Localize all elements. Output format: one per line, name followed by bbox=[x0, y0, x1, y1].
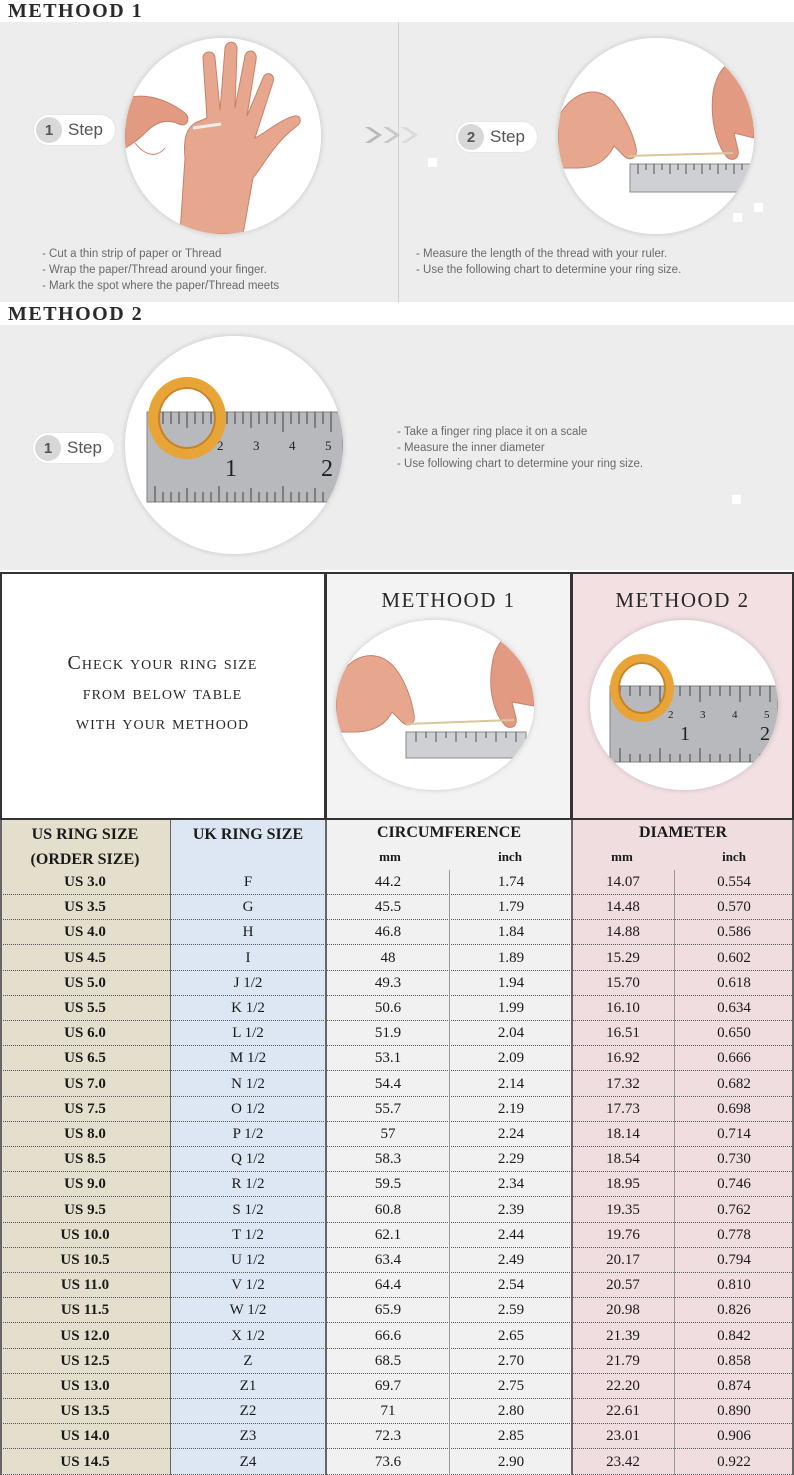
diameter-inch-cell: 0.826 bbox=[717, 1302, 751, 1319]
circumference-inch-header: inch bbox=[498, 849, 522, 864]
uk-size-cell: O 1/2 bbox=[231, 1100, 265, 1117]
uk-size-cell: Z bbox=[243, 1352, 253, 1369]
instruction-item: - Mark the spot where the paper/Thread meets bbox=[42, 278, 279, 294]
diameter-inch-cell: 0.810 bbox=[717, 1277, 751, 1294]
uk-size-cell: S 1/2 bbox=[232, 1201, 264, 1218]
uk-size-cell: Q 1/2 bbox=[231, 1151, 265, 1168]
diameter-mm-cell: 17.32 bbox=[606, 1075, 640, 1092]
method2-step1-badge bbox=[33, 433, 114, 463]
ruler-bottom-mark: 2 bbox=[321, 456, 333, 482]
diameter-mm-cell: 16.10 bbox=[606, 1000, 640, 1016]
table-divider bbox=[674, 870, 675, 1475]
method1-title: METHOOD 1 bbox=[8, 0, 144, 22]
diameter-inch-cell: 0.618 bbox=[717, 974, 751, 991]
diameter-inch-cell: 0.906 bbox=[717, 1428, 751, 1445]
method2-ring-ruler-illustration bbox=[125, 336, 343, 554]
chevron-right-arrows-icon bbox=[363, 123, 429, 147]
circumference-mm-cell: 44.2 bbox=[374, 874, 402, 890]
instruction-item: - Measure the inner diameter bbox=[397, 440, 643, 456]
diameter-inch-cell: 0.650 bbox=[717, 1025, 751, 1042]
step-label: Step bbox=[67, 438, 102, 457]
us-size-cell: US 4.0 bbox=[64, 924, 106, 941]
diameter-mm-cell: 14.07 bbox=[606, 874, 640, 890]
diameter-inch-cell: 0.922 bbox=[717, 1453, 751, 1470]
ruler-top-mark: 2 bbox=[217, 438, 224, 453]
us-size-cell: US 13.5 bbox=[60, 1403, 110, 1420]
circumference-inch-cell: 2.39 bbox=[497, 1201, 525, 1218]
diameter-inch-cell: 0.714 bbox=[717, 1126, 751, 1142]
circumference-header: CIRCUMFERENCE bbox=[377, 824, 521, 841]
diameter-inch-cell: 0.778 bbox=[717, 1226, 751, 1243]
diameter-mm-cell: 23.42 bbox=[606, 1453, 640, 1470]
circumference-inch-cell: 2.29 bbox=[497, 1151, 525, 1168]
uk-size-cell: Z4 bbox=[239, 1453, 257, 1470]
circumference-mm-cell: 55.7 bbox=[374, 1100, 402, 1117]
diameter-inch-cell: 0.698 bbox=[717, 1100, 751, 1117]
circumference-mm-cell: 60.8 bbox=[374, 1201, 402, 1218]
us-size-cell: US 9.0 bbox=[64, 1176, 106, 1193]
step-label: Step bbox=[68, 120, 103, 139]
hands-ruler-thread-icon bbox=[336, 620, 534, 790]
uk-size-cell: Z3 bbox=[239, 1428, 257, 1445]
circumference-mm-cell: 65.9 bbox=[374, 1302, 402, 1319]
diameter-mm-cell: 16.51 bbox=[606, 1025, 640, 1042]
circumference-mm-cell: 45.5 bbox=[374, 899, 402, 916]
circumference-mm-cell: 54.4 bbox=[374, 1075, 402, 1092]
uk-size-cell: I bbox=[245, 949, 251, 966]
hand-wrap-thread-icon bbox=[125, 38, 321, 234]
step-number: 2 bbox=[458, 124, 484, 150]
ruler-top-mark: 4 bbox=[289, 438, 296, 453]
us-size-cell: US 3.0 bbox=[64, 874, 106, 890]
diameter-mm-cell: 20.98 bbox=[606, 1302, 640, 1319]
diameter-inch-cell: 0.570 bbox=[717, 899, 751, 916]
instruction-item: - Use the following chart to determine your ring size. bbox=[416, 262, 681, 278]
step-number: 1 bbox=[36, 117, 62, 143]
table-divider bbox=[325, 820, 327, 1475]
table-method2-illustration bbox=[590, 620, 778, 790]
table-method1-title: METHOOD 1 bbox=[381, 588, 516, 612]
circumference-mm-cell: 73.6 bbox=[374, 1453, 402, 1470]
us-size-cell: US 14.0 bbox=[60, 1428, 110, 1445]
us-size-cell: US 6.0 bbox=[64, 1025, 106, 1042]
circumference-inch-cell: 2.49 bbox=[497, 1252, 525, 1268]
diameter-mm-cell: 14.48 bbox=[606, 899, 640, 916]
uk-size-cell: V 1/2 bbox=[231, 1277, 265, 1294]
diameter-inch-cell: 0.554 bbox=[717, 874, 751, 890]
circumference-mm-cell: 66.6 bbox=[374, 1327, 402, 1344]
diameter-inch-cell: 0.586 bbox=[717, 924, 751, 941]
diameter-mm-cell: 15.70 bbox=[606, 974, 640, 991]
table-method2-title: METHOOD 2 bbox=[615, 588, 750, 612]
circumference-inch-cell: 2.75 bbox=[497, 1378, 525, 1394]
uk-size-cell: Z1 bbox=[239, 1378, 257, 1394]
diameter-mm-cell: 20.57 bbox=[606, 1277, 640, 1294]
uk-size-cell: W 1/2 bbox=[229, 1302, 267, 1319]
circumference-inch-cell: 2.34 bbox=[497, 1176, 525, 1193]
step-label: Step bbox=[490, 127, 525, 146]
method1-left-instructions bbox=[42, 246, 279, 294]
diameter-mm-cell: 15.29 bbox=[606, 949, 640, 966]
us-size-cell: US 10.5 bbox=[60, 1252, 110, 1268]
diameter-mm-cell: 14.88 bbox=[606, 924, 640, 941]
circumference-mm-cell: 72.3 bbox=[374, 1428, 402, 1445]
us-size-cell: US 9.5 bbox=[64, 1201, 106, 1218]
instruction-item: - Take a finger ring place it on a scale bbox=[397, 424, 643, 440]
method1-right-instructions bbox=[416, 246, 681, 278]
circumference-mm-cell: 68.5 bbox=[374, 1352, 402, 1369]
diameter-mm-cell: 19.76 bbox=[606, 1226, 640, 1243]
circumference-inch-cell: 1.74 bbox=[497, 874, 525, 890]
method1-hand-illustration bbox=[125, 38, 321, 234]
uk-size-cell: P 1/2 bbox=[232, 1126, 264, 1142]
us-size-cell: US 7.5 bbox=[64, 1100, 106, 1117]
circumference-inch-cell: 1.79 bbox=[497, 899, 525, 916]
us-size-cell: US 10.0 bbox=[60, 1226, 110, 1243]
uk-size-cell: Z2 bbox=[239, 1403, 257, 1420]
ruler-bottom-mark: 2 bbox=[760, 723, 770, 745]
circumference-mm-cell: 48 bbox=[380, 949, 396, 966]
decorative-square bbox=[754, 203, 763, 212]
circumference-mm-cell: 46.8 bbox=[374, 924, 402, 941]
circumference-inch-cell: 2.85 bbox=[497, 1428, 525, 1445]
circumference-inch-cell: 1.84 bbox=[497, 924, 525, 941]
diameter-inch-cell: 0.602 bbox=[717, 949, 751, 966]
method1-divider bbox=[398, 22, 399, 302]
diameter-mm-cell: 21.79 bbox=[606, 1352, 640, 1369]
ring-on-ruler-icon bbox=[125, 336, 343, 554]
circumference-inch-cell: 2.80 bbox=[497, 1403, 525, 1420]
diameter-mm-cell: 18.54 bbox=[606, 1151, 640, 1168]
circumference-mm-header: mm bbox=[379, 849, 401, 864]
diameter-inch-cell: 0.666 bbox=[717, 1050, 751, 1067]
uk-size-cell: T 1/2 bbox=[232, 1226, 264, 1243]
table-divider bbox=[170, 820, 171, 1475]
ruler-top-mark: 5 bbox=[325, 438, 332, 453]
uk-size-cell: N 1/2 bbox=[231, 1075, 265, 1092]
circumference-mm-cell: 64.4 bbox=[374, 1277, 402, 1294]
circumference-inch-cell: 2.19 bbox=[497, 1100, 525, 1117]
us-size-cell: US 12.0 bbox=[60, 1327, 110, 1344]
uk-size-cell: K 1/2 bbox=[231, 1000, 265, 1016]
us-size-cell: US 13.0 bbox=[60, 1378, 110, 1394]
us-size-header bbox=[0, 822, 170, 872]
circumference-inch-cell: 2.65 bbox=[497, 1327, 525, 1344]
method2-instructions bbox=[397, 424, 643, 472]
diameter-inch-cell: 0.874 bbox=[717, 1378, 751, 1394]
diameter-inch-cell: 0.746 bbox=[717, 1176, 751, 1193]
check-size-line: Check your ring size bbox=[67, 652, 258, 674]
ruler-top-mark: 2 bbox=[668, 709, 674, 721]
us-size-cell: US 8.0 bbox=[64, 1126, 106, 1142]
circumference-inch-cell: 2.44 bbox=[497, 1226, 525, 1243]
diameter-mm-cell: 20.17 bbox=[606, 1252, 640, 1268]
circumference-inch-cell: 1.94 bbox=[497, 974, 525, 991]
instruction-item: - Measure the length of the thread with your ruler. bbox=[416, 246, 681, 262]
diameter-mm-cell: 19.35 bbox=[606, 1201, 640, 1218]
diameter-inch-cell: 0.794 bbox=[717, 1252, 751, 1268]
check-size-line: with your methood bbox=[75, 712, 250, 734]
circumference-inch-cell: 2.59 bbox=[497, 1302, 525, 1319]
circumference-inch-cell: 1.89 bbox=[497, 949, 525, 966]
diameter-inch-cell: 0.858 bbox=[717, 1352, 751, 1369]
diameter-inch-header: inch bbox=[722, 849, 746, 864]
uk-size-cell: G bbox=[242, 899, 254, 916]
us-size-cell: US 11.0 bbox=[60, 1277, 110, 1294]
uk-size-cell: F bbox=[243, 874, 253, 890]
us-size-cell: US 6.5 bbox=[64, 1050, 106, 1067]
circumference-inch-cell: 2.90 bbox=[497, 1453, 525, 1470]
uk-size-cell: M 1/2 bbox=[229, 1050, 267, 1067]
diameter-mm-cell: 23.01 bbox=[606, 1428, 640, 1445]
us-size-cell: US 12.5 bbox=[60, 1352, 110, 1369]
circumference-mm-cell: 63.4 bbox=[374, 1252, 402, 1268]
circumference-mm-cell: 59.5 bbox=[374, 1176, 402, 1193]
ruler-top-mark: 4 bbox=[732, 709, 738, 721]
uk-size-cell: L 1/2 bbox=[232, 1025, 264, 1042]
diameter-mm-cell: 18.14 bbox=[606, 1126, 640, 1142]
diameter-inch-cell: 0.634 bbox=[717, 1000, 751, 1016]
uk-size-header: UK RING SIZE bbox=[192, 826, 304, 843]
circumference-inch-cell: 2.04 bbox=[497, 1025, 525, 1042]
diameter-inch-cell: 0.730 bbox=[717, 1151, 751, 1168]
circumference-mm-cell: 62.1 bbox=[374, 1226, 402, 1243]
diameter-mm-cell: 22.20 bbox=[606, 1378, 640, 1394]
us-size-cell: US 11.5 bbox=[60, 1302, 110, 1319]
us-size-cell: US 14.5 bbox=[60, 1453, 110, 1470]
uk-size-cell: R 1/2 bbox=[231, 1176, 265, 1193]
us-size-cell: US 7.0 bbox=[64, 1075, 106, 1092]
table-divider bbox=[0, 820, 2, 1475]
diameter-mm-cell: 17.73 bbox=[606, 1100, 640, 1117]
table-method1-illustration bbox=[336, 620, 534, 790]
circumference-mm-cell: 50.6 bbox=[374, 1000, 402, 1016]
diameter-mm-cell: 22.61 bbox=[606, 1403, 640, 1420]
uk-size-cell: U 1/2 bbox=[231, 1252, 265, 1268]
ruler-top-mark: 5 bbox=[764, 709, 770, 721]
diameter-mm-cell: 16.92 bbox=[606, 1050, 640, 1067]
method1-ruler-illustration bbox=[558, 38, 754, 234]
circumference-mm-cell: 51.9 bbox=[374, 1025, 402, 1042]
diameter-mm-cell: 21.39 bbox=[606, 1327, 640, 1344]
diameter-mm-header: mm bbox=[611, 849, 633, 864]
ruler-bottom-mark: 1 bbox=[225, 456, 237, 482]
uk-size-cell: J 1/2 bbox=[233, 974, 263, 991]
check-size-heading bbox=[10, 648, 315, 738]
us-size-header-line: (ORDER SIZE) bbox=[30, 851, 140, 868]
check-size-line: from below table bbox=[82, 682, 243, 704]
ruler-bottom-mark: 1 bbox=[680, 723, 690, 745]
step-number: 1 bbox=[35, 435, 61, 461]
ring-on-ruler-icon bbox=[590, 620, 778, 790]
ruler-top-mark: 3 bbox=[253, 438, 260, 453]
instruction-item: - Use following chart to determine your ring size. bbox=[397, 456, 643, 472]
circumference-inch-cell: 2.14 bbox=[497, 1075, 525, 1092]
diameter-inch-cell: 0.682 bbox=[717, 1075, 751, 1092]
table-divider bbox=[449, 870, 450, 1475]
method1-step2-badge bbox=[456, 122, 537, 152]
method1-step1-badge bbox=[34, 115, 115, 145]
circumference-mm-cell: 49.3 bbox=[374, 974, 402, 991]
uk-size-cell: H bbox=[242, 924, 254, 941]
us-size-cell: US 5.0 bbox=[64, 974, 106, 991]
us-size-cell: US 8.5 bbox=[64, 1151, 106, 1168]
diameter-mm-cell: 18.95 bbox=[606, 1176, 640, 1193]
circumference-mm-cell: 71 bbox=[380, 1403, 396, 1420]
us-size-cell: US 5.5 bbox=[64, 1000, 106, 1016]
hands-ruler-thread-icon bbox=[558, 38, 754, 234]
instruction-item: - Wrap the paper/Thread around your finger. bbox=[42, 262, 279, 278]
diameter-inch-cell: 0.762 bbox=[717, 1201, 751, 1218]
circumference-inch-cell: 2.70 bbox=[497, 1352, 525, 1369]
circumference-inch-cell: 2.09 bbox=[497, 1050, 525, 1067]
decorative-square bbox=[733, 213, 742, 222]
circumference-mm-cell: 69.7 bbox=[374, 1378, 402, 1394]
method2-title: METHOOD 2 bbox=[8, 303, 144, 325]
circumference-mm-cell: 58.3 bbox=[374, 1151, 402, 1168]
ruler-top-mark: 3 bbox=[700, 709, 706, 721]
circumference-inch-cell: 2.24 bbox=[497, 1126, 525, 1142]
us-size-cell: US 3.5 bbox=[64, 899, 106, 916]
diameter-header: DIAMETER bbox=[638, 824, 727, 841]
uk-size-cell: X 1/2 bbox=[231, 1327, 265, 1344]
circumference-mm-cell: 53.1 bbox=[374, 1050, 402, 1067]
circumference-inch-cell: 2.54 bbox=[497, 1277, 525, 1294]
instruction-item: - Cut a thin strip of paper or Thread bbox=[42, 246, 279, 262]
decorative-square bbox=[732, 495, 741, 504]
diameter-inch-cell: 0.890 bbox=[717, 1403, 751, 1420]
table-divider bbox=[571, 820, 573, 1475]
us-size-header-line: US RING SIZE bbox=[31, 826, 139, 843]
us-size-cell: US 4.5 bbox=[64, 949, 106, 966]
circumference-mm-cell: 57 bbox=[380, 1126, 396, 1142]
circumference-inch-cell: 1.99 bbox=[497, 1000, 525, 1016]
diameter-inch-cell: 0.842 bbox=[717, 1327, 751, 1344]
decorative-square bbox=[428, 158, 437, 167]
